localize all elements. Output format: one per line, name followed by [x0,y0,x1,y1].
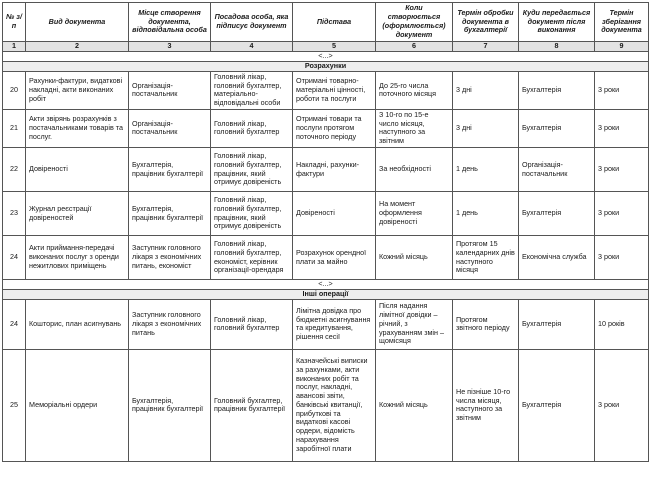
cell-signatory: Головний лікар, головний бухгалтер, працівник, який отримує довіреність [211,192,293,236]
table-row [3,71,649,109]
header-cell: № з/п [3,3,26,42]
cell-signatory: Головний лікар, головний бухгалтер [211,299,293,349]
cell-basis: Лімітна довідка про бюджетні асигнування та кредитування, рішення сесії [293,299,376,349]
column-number: 3 [129,42,211,52]
cell-storage-term: 3 роки [595,192,649,236]
column-number: 4 [211,42,293,52]
cell-destination: Бухгалтерія [519,299,595,349]
header-cell: Термін обробки документа в бухгалтерії [453,3,519,42]
cell-destination: Бухгалтерія [519,349,595,461]
cell-basis: Довіреності [293,192,376,236]
cell-processing-term: Протягом 15 календарних днів наступного місяця [453,236,519,280]
cell-basis: Отримані товарно-матеріальні цінності, роботи та послуги [293,71,376,109]
table-row [3,299,649,349]
header-cell: Вид документа [26,3,129,42]
cell-number: 23 [3,192,26,236]
cell-when: З 10-го по 15-е число місяця, наступного за звітним [376,109,453,147]
table-row [3,109,649,147]
ellipsis-marker: <...> [3,52,649,62]
column-number: 7 [453,42,519,52]
cell-number: 24 [3,299,26,349]
cell-signatory: Головний лікар, головний бухгалтер, економіст, керівник організації-орендаря [211,236,293,280]
cell-place: Організація-постачальник [129,109,211,147]
ellipsis-row [3,280,649,290]
column-number: 6 [376,42,453,52]
cell-signatory: Головний лікар, головний бухгалтер [211,109,293,147]
column-number: 1 [3,42,26,52]
cell-doc-type: Акти приймання-передачі виконаних послуг з оренди нежитлових приміщень [26,236,129,280]
cell-signatory: Головний лікар, головний бухгалтер, матеріально-відповідальні особи [211,71,293,109]
cell-when: До 25-го числа поточного місяця [376,71,453,109]
cell-number: 25 [3,349,26,461]
section-title: Розрахунки [3,61,649,71]
cell-doc-type: Довіреності [26,148,129,192]
table-row [3,349,649,461]
section-row [3,289,649,299]
cell-place: Бухгалтерія, працівник бухгалтерії [129,148,211,192]
cell-processing-term: 3 дні [453,109,519,147]
cell-doc-type: Кошторис, план асигнувань [26,299,129,349]
cell-processing-term: Не пізніше 10-го числа місяця, наступного за звітним [453,349,519,461]
cell-processing-term: Протягом звітного періоду [453,299,519,349]
cell-number: 24 [3,236,26,280]
cell-doc-type: Акти звірянь розрахунків з постачальниками товарів та послуг. [26,109,129,147]
cell-number: 21 [3,109,26,147]
cell-storage-term: 3 роки [595,109,649,147]
cell-place: Бухгалтерія, працівник бухгалтерії [129,192,211,236]
section-title: Інші операції [3,289,649,299]
cell-signatory: Головний лікар, головний бухгалтер, працівник, який отримує довіреність [211,148,293,192]
cell-place: Заступник головного лікаря з економічних питань [129,299,211,349]
table-row [3,148,649,192]
cell-basis: Отримані товари та послуги протягом поточного періоду [293,109,376,147]
column-number: 8 [519,42,595,52]
cell-destination: Економічна служба [519,236,595,280]
cell-when: За необхідності [376,148,453,192]
cell-doc-type: Рахунки-фактури, видаткові накладні, акти виконаних робіт [26,71,129,109]
cell-basis: Накладні, рахунки-фактури [293,148,376,192]
header-cell: Куди передається документ після виконання [519,3,595,42]
column-number: 2 [26,42,129,52]
header-cell: Посадова особа, яка підписує документ [211,3,293,42]
cell-processing-term: 3 дні [453,71,519,109]
header-cell: Коли створюється (оформлюється) документ [376,3,453,42]
ellipsis-marker: <...> [3,280,649,290]
cell-destination: Бухгалтерія [519,109,595,147]
cell-storage-term: 10 років [595,299,649,349]
column-number-row [3,42,649,52]
header-row [3,3,649,42]
cell-place: Заступник головного лікаря з економічних питань, економіст [129,236,211,280]
column-number: 9 [595,42,649,52]
header-cell: Підстава [293,3,376,42]
cell-doc-type: Журнал реєстрації довіреностей [26,192,129,236]
table-row [3,192,649,236]
header-cell: Місце створення документа, відповідальна особа [129,3,211,42]
cell-when: Після надання лімітної довідки – річний, з урахуванням змін – щомісяця [376,299,453,349]
cell-destination: Організація-постачальник [519,148,595,192]
section-row [3,61,649,71]
cell-number: 20 [3,71,26,109]
cell-doc-type: Меморіальні ордери [26,349,129,461]
cell-place: Організація-постачальник [129,71,211,109]
cell-storage-term: 3 роки [595,349,649,461]
cell-when: На момент оформлення довіреності [376,192,453,236]
cell-place: Бухгалтерія, працівник бухгалтерії [129,349,211,461]
column-number: 5 [293,42,376,52]
cell-storage-term: 3 роки [595,71,649,109]
cell-signatory: Головний бухгалтер, працівник бухгалтерії [211,349,293,461]
document-registry-table [2,2,649,462]
table-row [3,236,649,280]
ellipsis-row [3,52,649,62]
cell-storage-term: 3 роки [595,236,649,280]
cell-basis: Казначейські виписки за рахунками, акти виконаних робіт та послуг, накладні, авансові звіти, банківські квитанції, прибуткові та видаткові касові ордери, відомість нарахування заробітної плати [293,349,376,461]
cell-basis: Розрахунок орендної плати за майно [293,236,376,280]
cell-destination: Бухгалтерія [519,192,595,236]
cell-processing-term: 1 день [453,192,519,236]
cell-processing-term: 1 день [453,148,519,192]
header-cell: Термін зберігання документа [595,3,649,42]
cell-when: Кожний місяць [376,236,453,280]
cell-destination: Бухгалтерія [519,71,595,109]
cell-number: 22 [3,148,26,192]
cell-storage-term: 3 роки [595,148,649,192]
cell-when: Кожний місяць [376,349,453,461]
